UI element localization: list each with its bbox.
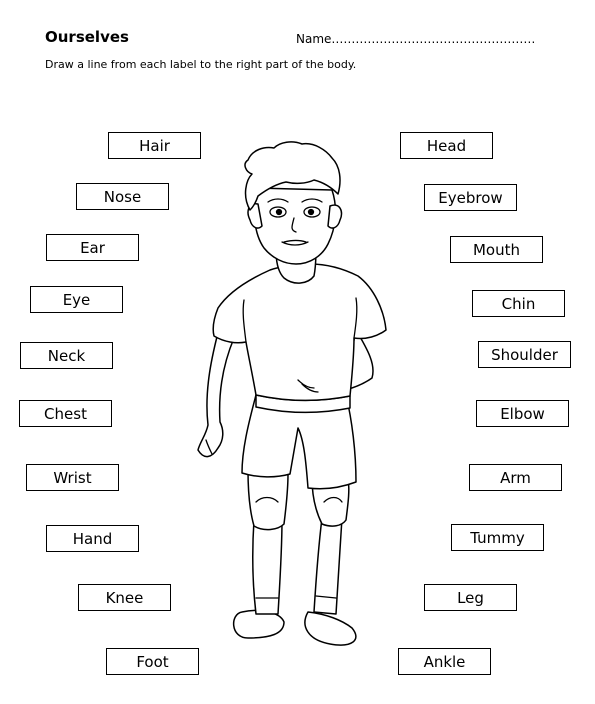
label-eyebrow[interactable]: Eyebrow — [424, 184, 517, 211]
label-elbow[interactable]: Elbow — [476, 400, 569, 427]
label-foot[interactable]: Foot — [106, 648, 199, 675]
label-wrist[interactable]: Wrist — [26, 464, 119, 491]
label-tummy[interactable]: Tummy — [451, 524, 544, 551]
label-ear[interactable]: Ear — [46, 234, 139, 261]
label-ankle[interactable]: Ankle — [398, 648, 491, 675]
label-knee[interactable]: Knee — [78, 584, 171, 611]
label-eye[interactable]: Eye — [30, 286, 123, 313]
label-head[interactable]: Head — [400, 132, 493, 159]
label-leg[interactable]: Leg — [424, 584, 517, 611]
label-chin[interactable]: Chin — [472, 290, 565, 317]
worksheet-title: Ourselves — [45, 28, 129, 46]
label-hand[interactable]: Hand — [46, 525, 139, 552]
name-field[interactable]: Name…………………………………………… — [296, 32, 536, 46]
label-arm[interactable]: Arm — [469, 464, 562, 491]
label-neck[interactable]: Neck — [20, 342, 113, 369]
instructions: Draw a line from each label to the right part of the body. — [45, 58, 357, 71]
boy-figure-icon[interactable] — [190, 140, 400, 670]
label-mouth[interactable]: Mouth — [450, 236, 543, 263]
label-nose[interactable]: Nose — [76, 183, 169, 210]
label-chest[interactable]: Chest — [19, 400, 112, 427]
label-shoulder[interactable]: Shoulder — [478, 341, 571, 368]
label-hair[interactable]: Hair — [108, 132, 201, 159]
